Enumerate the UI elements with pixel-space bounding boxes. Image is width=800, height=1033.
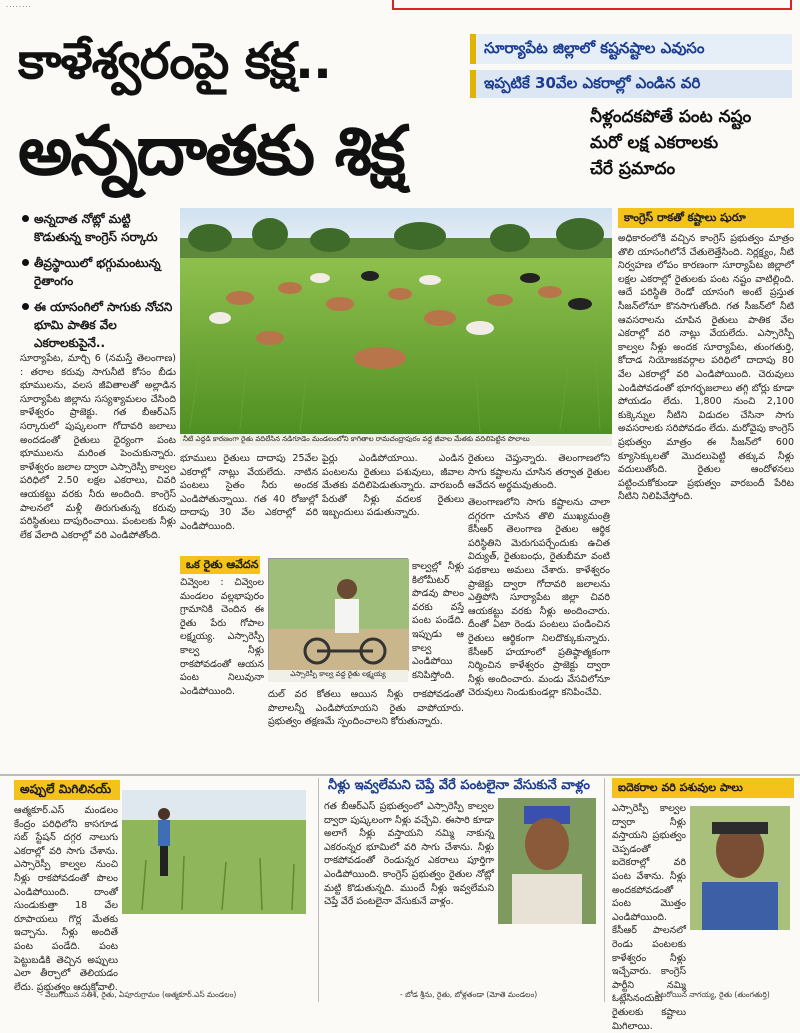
farmer-box-under-text: దుల్ వర కోతలు ఆయిన నీళ్లు రాకపోవడంతో పొలాలన్నీ ఎండిపోయాయని రైతు వాపోయారు. ప్రభుత్వం తక్షణమే స్పందించాలని కోరుతున్నారు.	[268, 689, 464, 728]
sub-headline-block	[590, 104, 790, 182]
field-illustration	[180, 208, 612, 434]
bottom2-portrait	[498, 798, 596, 924]
sub-line: మరో లక్ష ఎకరాలకు	[590, 133, 719, 153]
main-photo-caption: నీటి ఎద్దడి కారణంగా రైతు వదిలేసిన నడిగూడెం మండలంలోని కాగితాల రామచంద్రాపురం వద్ద జీవాల మేతకు వదిలిపెట్టిన పొలాలు	[180, 434, 612, 446]
bottom2-body: గత బీఆర్ఎస్ ప్రభుత్వంలో ఎస్సారెస్పీ కాల్వల ద్వారా పుష్కలంగా నీళ్లు వచ్చేవి. ఈసారి కూడా అలాగే నీళ్లు వస్తాయని నమ్మి నాకున్న ఎకరంన్నర భూమిలో వరి సాగు చేశాను. నీళ్లు రాకపోవడంతో రెండున్నర ఎకరాలు పూర్తిగా ఎండిపోయింది. కాంగ్రెస్ ప్రభుత్వం రైతుల నోట్లో మట్టి కొడుతున్నది. ముందే నీళ్లు ఇవ్వలేమని చెప్తే వేరే పంటలైనా వేసుకునే వాళ్లం.	[324, 801, 494, 908]
bullet-list	[22, 210, 178, 360]
bottom2-text	[324, 800, 494, 986]
sidebox-text: అధికారంలోకి వచ్చిన కాంగ్రెస్ ప్రభుత్వం మాత్రం తొలి యాసంగిలోనే చేతులెత్తేసింది. నిర్లక్ష్యం, నీటి నిర్వహణ లోపం కారణంగా సూర్యాపేట జిల్లాలో లక్షల ఎకరాల్లో రైతులకు పంట నష్టం వాటిల్లింది. ఆదే పరిస్థితి రెండో యాసంగి అంటే ప్రస్తుత సీజన్‌లోనూ కొనసాగుతోంది. గత సీజన్‌లో నీటి ఆవసరాలను చూపిన రైతులు పాతిక వేల ఎకరాల్లో వరి నాట్లు వేయలేదు. ఎస్సారెస్పీ కాల్వల నీళ్లు అందక సూర్యాపేట, తుంగతుర్తి, కోదాడ నియోజకవర్గాల పరిధిలో దాదాపు 80 వేల ఎకరాల్లో వరి ఎండిపోయింది. చెరువులు ఎండిపోవడంతో భూగర్భజలాలు తగ్గి బోర్లు కూడా పోయడం లేదు. 1,800 నుంచి 2,100 కుక్కెన్నుల నీటిని విడుదల చేసినా సాగు అవసరాలకు సరిపోవడం లేదు. మరోవైపు కాంగ్రెస్ ప్రభుత్వం మాత్రం ఈ సీజన్‌లో 600 క్యూసెక్కులతో మొదలుపెట్టి తక్కువ నీళ్లు వదులుతోంది. రైతుల ఆందోళనలు పట్టించుకోకుండా ప్రభుత్వం వారబందీ పేరిట నీటిని నిలిపివేస్తోంది.	[618, 233, 794, 503]
sub-banner-2: ఇప్పటికే 30వేల ఎకరాల్లో ఎండిన వరి	[470, 70, 792, 98]
farmer-box-body: చివ్వెంల : చివ్వెంల మండలం వల్లభాపురం గ్రామానికి చెందిన ఈ రైతు పేరు గోపాల లక్ష్మయ్య. ఎస్సారెస్పీ కాల్వ నీళ్లు రాకపోవడంతో ఆయన పంట నిలువునా ఎండిపోయింది.	[180, 577, 264, 697]
bottom1-text-a	[14, 804, 118, 993]
farmer-illustration	[269, 559, 409, 671]
bottom1-signoff: - వేలుగోయిన సతీశ్, రైతు, ఏపూరుగ్రామం (ఆత్మకూర్.ఎస్ మండలం)	[40, 990, 237, 999]
bottom-vrule-2	[604, 778, 605, 1002]
headline-line-2: అన్నదాతకు శిక్ష	[18, 112, 404, 191]
top-tiny-text: ........	[6, 1, 32, 9]
farmer-photo	[268, 558, 408, 670]
sub-line: నీళ్లందకపోతే పంట నష్టం	[590, 107, 752, 127]
mid-column-c	[468, 452, 610, 492]
bottom2-title: నీళ్లు ఇవ్వలేమని చెప్తే వేరే పంటలైనా వేసుకునే వాళ్లం	[328, 778, 591, 793]
bottom3-signoff: - పేటరోయిన నాగయ్య, రైతు (తుంగతుర్తి)	[650, 990, 770, 999]
farmer-box-title: ఒక రైతు ఆవేదన	[180, 556, 260, 574]
mid-column-a	[180, 452, 318, 548]
sub-line: చేరే ప్రమాదం	[590, 159, 676, 179]
bottom1-text-b	[14, 918, 310, 970]
main-photo-goats-in-field	[180, 208, 612, 434]
sub-banner-1: సూర్యాపేట జిల్లాలో కష్టనష్టాల ఎవుసం	[470, 34, 792, 64]
sidebox-title: కాంగ్రెస్ రాకతో కష్టాలు షురూ	[618, 208, 794, 228]
sidebox-body	[618, 232, 794, 772]
top-strip	[0, 0, 800, 14]
bullet-item: ఈ యాసంగిలో సాగుకు నోచని భూమి పాతిక వేల ఎకరాలకుపైనే..	[22, 298, 178, 352]
bottom-divider	[0, 774, 800, 776]
farmer-box-right	[412, 560, 464, 686]
bottom1-body: ఆత్మకూర్.ఎస్ మండలం కేంద్రం పరిధిలోని కాసగూడ సబ్ స్టేషన్ దగ్గర నాలుగు ఎకరాల్లో వరి సాగు చేశాను. ఎస్సారెస్పీ కాల్వల నుంచి నీళ్లు రాకపోవడంతో పొలం ఎండిపోయింది. దాంతో సుండుకుత్తా 18 వేల రూపాయలు గొర్ల మేతకు ఇచ్చాను. నీళ్లు అందితే పంట పండేది. పంట పెట్టుబడికి తెచ్చిన అప్పులు ఎలా తీర్చాలో తెలియడం లేదు. ప్రభుత్వం ఆదుకోవాలి.	[14, 805, 118, 993]
farmer-box-text	[180, 576, 264, 772]
top-red-frame	[392, 0, 792, 10]
mid-column-2	[468, 496, 610, 772]
bottom2-signoff: - బోడ శ్రీను, రైతు, బోళ్లతండా (మోతె మండలం)	[400, 990, 538, 999]
bullet-item: అన్నదాత నోట్లో మట్టి కొడుతున్న కాంగ్రెస్ సర్కారు	[22, 210, 178, 246]
portrait-illustration-2	[498, 798, 596, 924]
bullet-item: తీవ్రస్థాయిలో భగ్గుమంటున్న రైతాంగం	[22, 254, 178, 290]
mid-column-c-text: రైతులు చెప్తున్నారు. తెలంగాణలోని సాగు కష్టాలను చూసిన తర్వాత రైతుల ఆవేదన అర్థమవుతుంది.	[468, 453, 610, 492]
farmer-box-under	[268, 688, 464, 772]
mid-column-2-text: తెలంగాణలోని సాగు కష్టాలను చాలా దగ్గరగా చూసిన తొలి ముఖ్యమంత్రి కేసీఆర్ తెలంగాణ రైతుల ఆర్థిక పరిస్థితిని మెరుగుపర్చేందుకు ఉచిత విద్యుత్, రైతుబంధు, రైతుబీమా వంటి పథకాలు అమలు చేశారు. కాళేశ్వరం ప్రాజెక్టు ద్వారా గోదావరి జలాలను ఎత్తిపోసి సూర్యాపేట జిల్లా చివరి ఆయకట్టు వరకు నీళ్లు అందించారు. దీంతో ఏటా రెండు పంటలు పండించిన రైతులు ఆర్థికంగా నిలదొక్కుకున్నారు. కేసీఆర్ హయాంలో ప్రతిష్ఠాత్మకంగా నిర్మించిన కాళేశ్వరం ప్రాజెక్టు ద్వారా నీళ్లు అందించారు. మండు వేసవిలోనూ చెరువులు నిండుకుండల్లా కనిపించేవి.	[468, 497, 610, 699]
left-column-text: సూర్యాపేట, మార్చి 6 (నమస్తే తెలంగాణ) : తరాల కరువు సాగునీటి కోసం బీడు భూములను, వలస జీవితాలతో అల్లాడిన సూర్యాపేట జిల్లాను సస్యశ్యామలం చేసింది కాళేశ్వరం ప్రాజెక్టు. గత బీఆర్ఎస్ సర్కారులో పుష్కలంగా గోదావరి జలాలు అందడంతో రైతులు ధైర్యంగా పంట భూములను మరింత పెంచుకున్నారు. కాళేశ్వరం జలాల ద్వారా ఎస్సారెస్పీ కాల్వల పరిధిలో 2.50 లక్షల ఎకరాలు, చివరి ఆయకట్టు వరకు నీరు అందింది. కాంగ్రెస్ పాలనలో మళ్లీ తిరుగుతున్న కరువు పరిస్థితులు దాపురించాయి. పంటలకు నీళ్లు లేక వేలాది ఎకరాల్లో వరి ఎండిపోతోంది.	[20, 353, 176, 541]
headline-line-1: కాళేశ్వరంపై కక్ష..	[18, 32, 331, 90]
bottom3-title: ఐదెకరాల వరి పశువుల పాలు	[612, 778, 794, 798]
bottom1-illustration	[122, 790, 306, 914]
bottom-vrule-1	[318, 778, 319, 1002]
bottom1-photo	[122, 790, 306, 914]
mid-column-b-text: పైర్లు ఎండిపోయాయి. ఎండిన పంటలను రైతులు పశువులు, జీవాల మేతకు వదిలిపెడుతున్నారు. వారబందీ పేరుతో నీళ్లు వదలక రైతులు ఇబ్బందులు పడుతున్నారు.	[322, 453, 464, 519]
farmer-photo-caption: ఎస్సారెస్పీ కాల్వ వద్ద రైతు లక్ష్మయ్య	[268, 670, 408, 682]
mid-column-b	[322, 452, 464, 548]
bottom3-text-a	[612, 802, 686, 1032]
bottom3-body: ఎస్సారెస్పీ కాల్వల ద్వారా నీళ్లు వస్తాయని ప్రభుత్వం చెప్పడంతో ఐదెకరాల్లో వరి పంట వేశాను. నీళ్లు అందకపోవడంతో పంట మొత్తం ఎండిపోయింది. కేసీఆర్ పాలనలో రెండు పంటలకు కాళేశ్వరం నీళ్లు ఇచ్చేవారు. కాంగ్రెస్ పార్టీని నమ్మి ఓట్లేసినందుకు రైతులకు కష్టాలు మిగిలాయి.	[612, 803, 686, 1032]
farmer-box-right-text: కాల్వల్లో నీళ్లు కిలోమీటర్ పొడవు పొలం వరకు వస్తే పంట పండేది. ఇప్పుడు ఆ కాల్వ ఎండిపోయి కనిపిస్తోంది.	[412, 561, 464, 681]
mid-column-a-text: భూములు రైతులు దాదాపు 25వేల ఎకరాల్లో నాట్లు వేయలేదు. నాటిన పంటలు సైతం నీరు అందక ఎండిపోతున్నాయి. గత 40 రోజుల్లో దాదాపు 30 వేల ఎకరాల్లో వరి ఎండిపోయింది.	[180, 453, 318, 532]
bottom3-portrait	[690, 806, 790, 930]
bottom1-title: అప్పులే మిగిలినయ్	[14, 780, 120, 800]
portrait-illustration-3	[690, 806, 790, 930]
left-column-body	[20, 352, 176, 772]
